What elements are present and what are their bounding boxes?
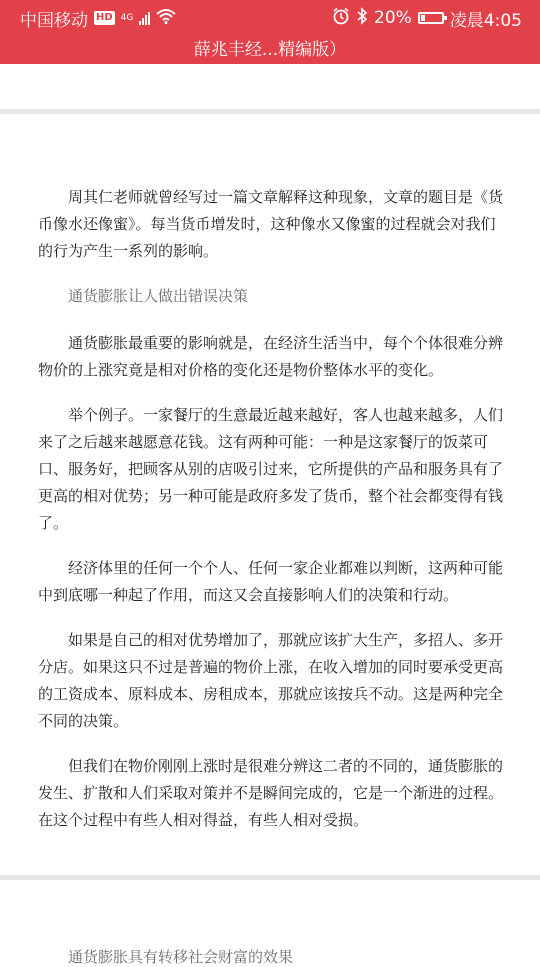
status-bar <box>0 0 540 36</box>
article-body <box>38 184 504 852</box>
article-paragraph: 如果是自己的相对优势增加了，那就应该扩大生产，多招人、多开分店。如果这只不过是普遍的物价上涨，在收入增加的同时要承受更高的工资成本、原料成本、房租成本，那就应该按兵不动。这是两种完全不同的决策。 <box>38 631 504 730</box>
battery-percent: 20% <box>374 8 412 28</box>
article-paragraph: 但我们在物价刚刚上涨时是很难分辨这二者的不同的，通货膨胀的发生、扩散和人们采取对策并不是瞬间完成的，它是一个渐进的过程。在这个过程中有些人相对得益，有些人相对受损。 <box>38 757 504 829</box>
article-subheading: 通货膨胀让人做出错误决策 <box>68 287 249 305</box>
carrier-label: 中国移动 <box>20 10 88 31</box>
status-left <box>20 0 176 36</box>
next-section-heading: 通货膨胀具有转移社会财富的效果 <box>68 948 294 966</box>
article-paragraph: 经济体里的任何一个个人、任何一家企业都难以判断，这两种可能中到底哪一种起了作用，而这又会直接影响人们的决策和行动。 <box>38 559 504 604</box>
status-right <box>332 0 522 36</box>
section-divider-bottom <box>0 875 540 880</box>
alarm-icon <box>332 7 350 30</box>
book-title: 薛兆丰经...精编版） <box>193 40 347 60</box>
article-paragraph: 举个例子。一家餐厅的生意最近越来越好，客人也越来越多，人们来了之后越来越愿意花钱。这有两种可能：一种是这家餐厅的饭菜可口、服务好，把顾客从别的店吸引过来，它所提供的产品和服务具有了更高的相对优势；另一种可能是政府多发了货币，整个社会都变得有钱了。 <box>38 406 504 532</box>
article-paragraph: 周其仁老师就曾经写过一篇文章解释这种现象，文章的题目是《货币像水还像蜜》。每当货币增发时，这种像水又像蜜的过程就会对我们的行为产生一系列的影响。 <box>38 188 504 260</box>
signal-icon <box>139 11 150 25</box>
section-divider-top <box>0 109 540 114</box>
battery-icon <box>418 12 444 24</box>
bluetooth-icon <box>356 7 368 30</box>
title-bar[interactable] <box>0 36 540 64</box>
hd-icon: HD <box>96 12 113 23</box>
article-paragraph: 通货膨胀最重要的影响就是，在经济生活当中，每个个体很难分辨物价的上涨究竟是相对价格的变化还是物价整体水平的变化。 <box>38 334 504 379</box>
clock-time: 凌晨4:05 <box>449 10 522 31</box>
wifi-icon <box>156 8 176 29</box>
network-type-label: 4G <box>120 12 134 23</box>
